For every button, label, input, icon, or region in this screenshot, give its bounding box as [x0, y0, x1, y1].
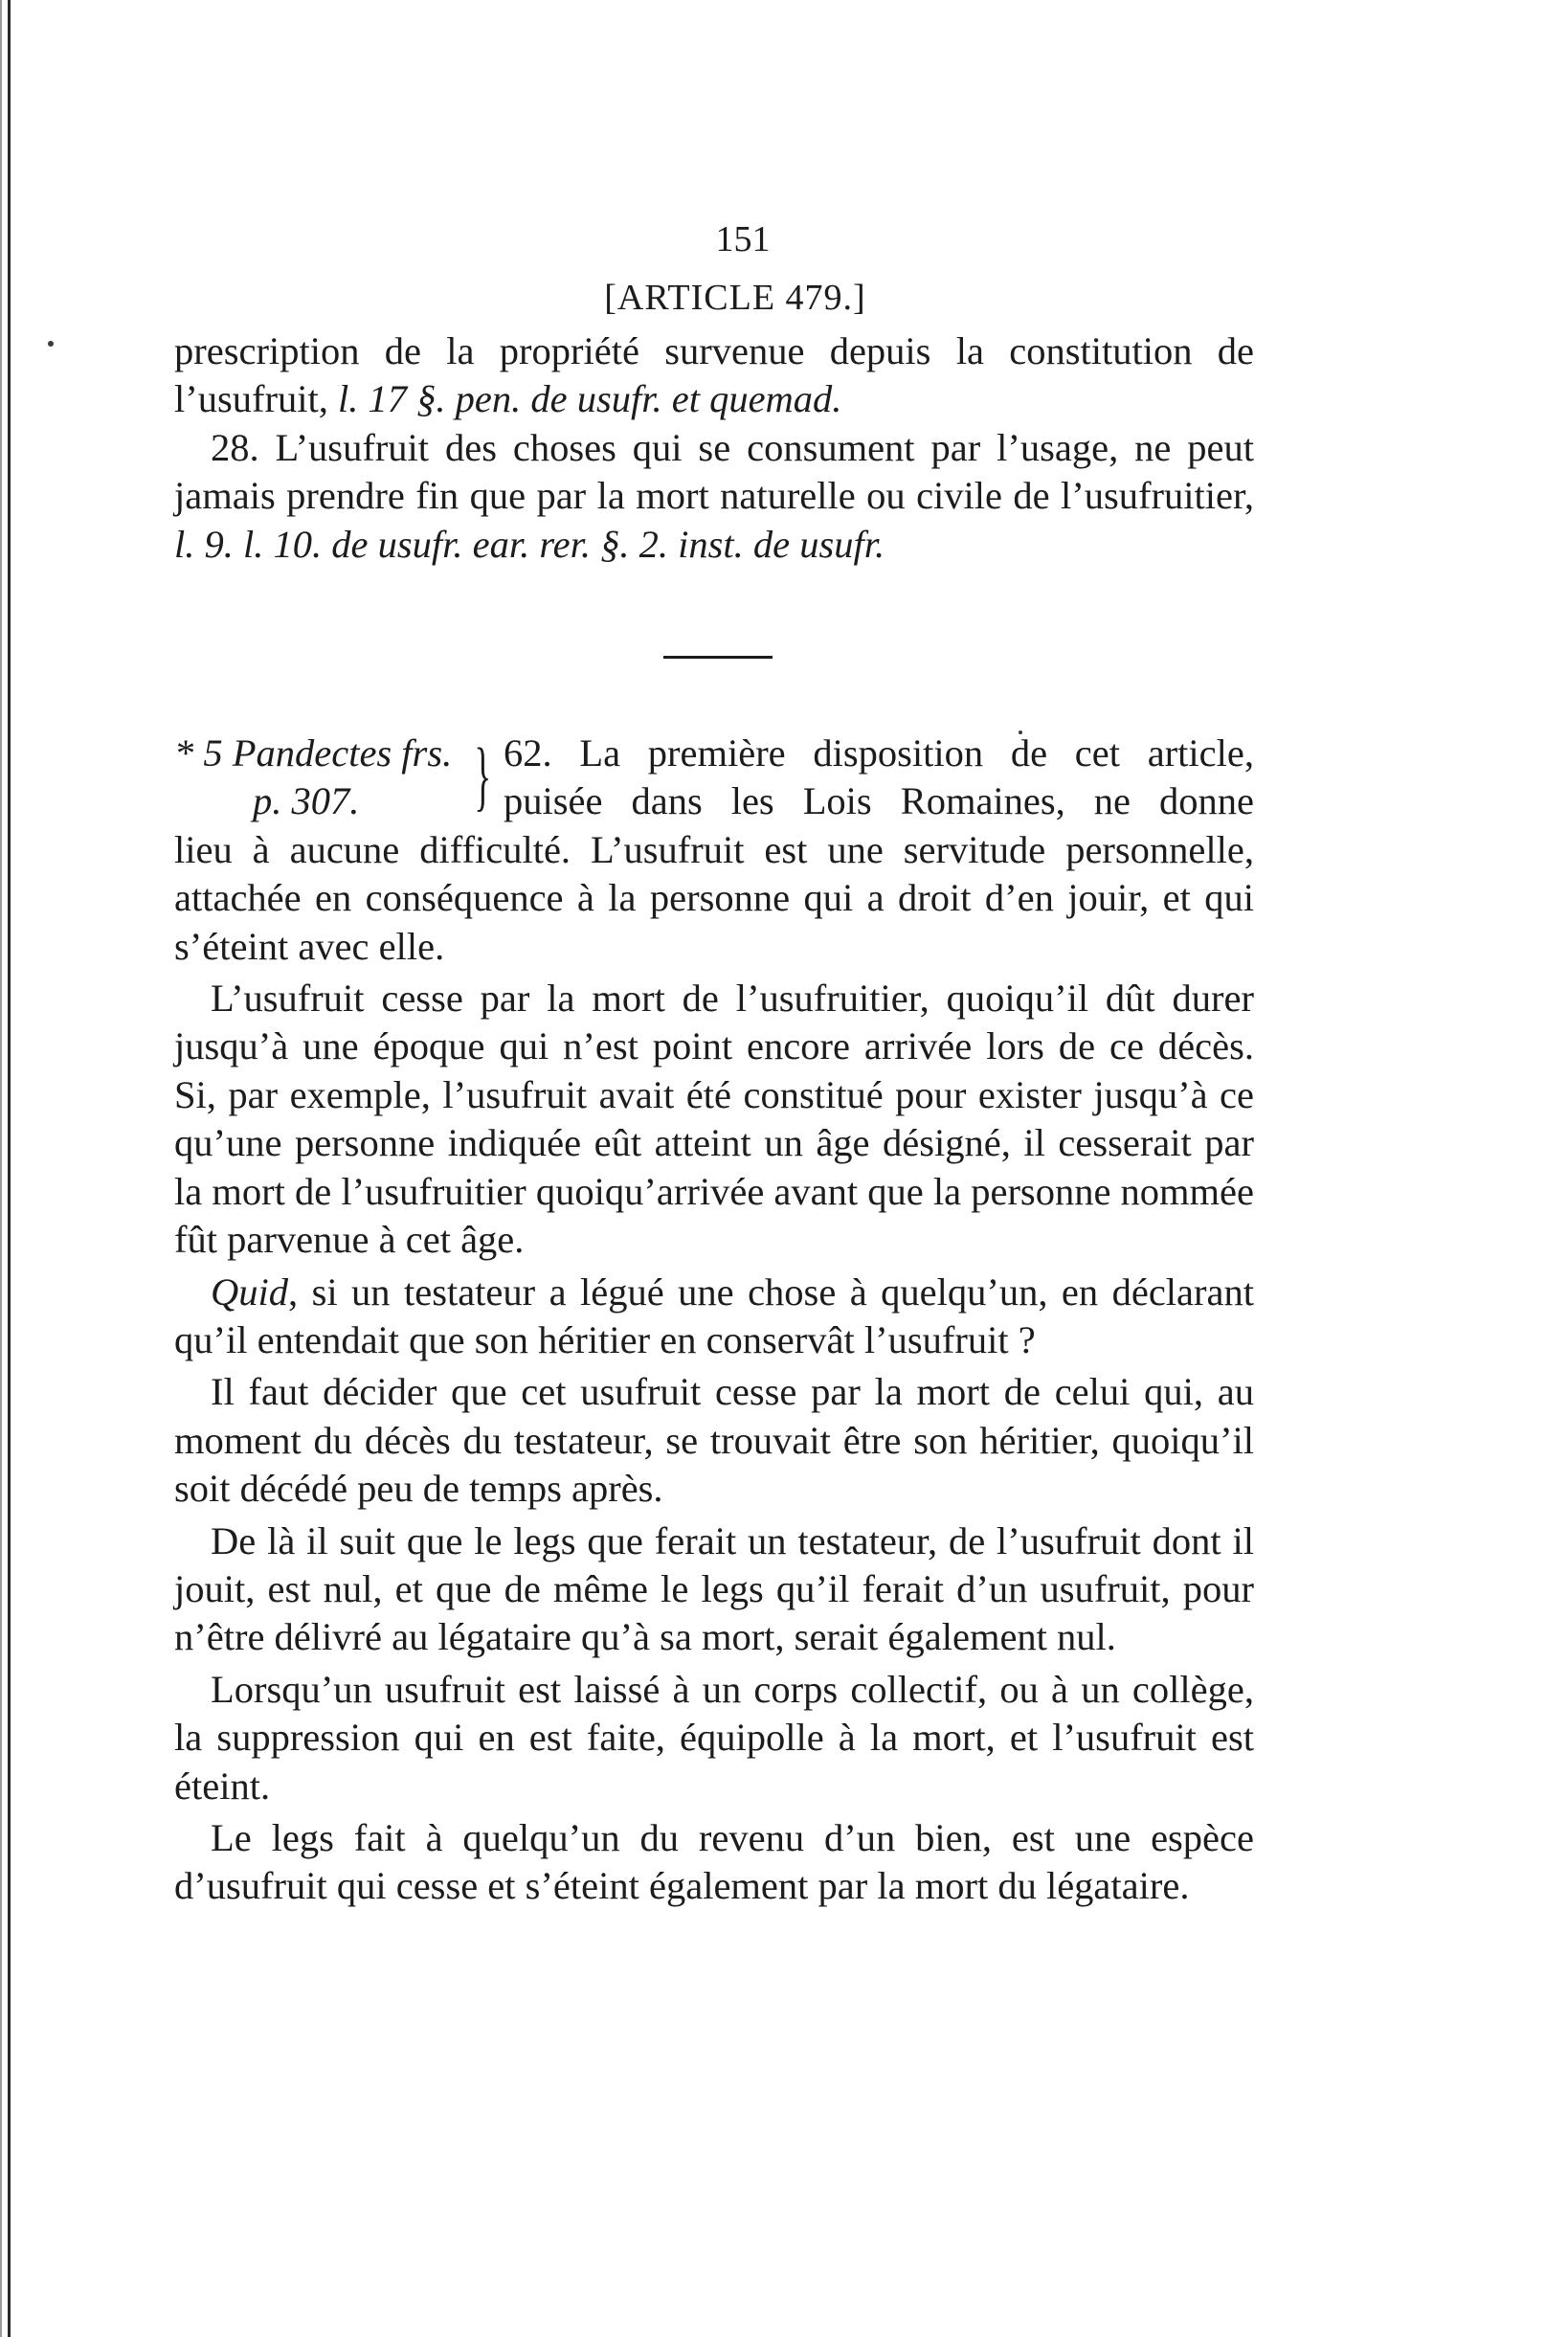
source-note-line-1: 62. La première disposition de cet article, [504, 731, 1254, 775]
page-edge-shadow [0, 0, 2, 2337]
section-divider [663, 656, 773, 659]
brace-icon: } [474, 731, 492, 820]
source-note [174, 730, 1254, 826]
article-28-text: 28. L’usufruit des choses qui se consument par l’usage, ne peut jamais prendre fin que par la mort naturelle ou civile de l’usufruitier, [174, 425, 1254, 518]
paragraph-legs-nul: De là il suit que le legs que ferait un testateur, de l’usufruit dont il jouit, est nul, et que de même le legs qu’il ferait d’un usufruit, pour n’être délivré au légataire qu’à sa mort, serait également nul. [174, 1518, 1254, 1659]
paper-speck [48, 341, 54, 347]
paragraph-corps-collectif: Lorsqu’un usufruit est laissé à un corps collectif, ou à un collège, la suppression qui en est faite, équipolle à la mort, et l’usufruit est éteint. [174, 1667, 1254, 1808]
opening-line-2-text: l’usufruit, [174, 377, 338, 421]
opening-citation: l. 17 §. pen. de usufr. et quemad. [337, 377, 842, 421]
opening-paragraph [174, 327, 1254, 424]
running-head: [ARTICLE 479.] [604, 278, 866, 318]
source-reference-page: p. 307. [253, 779, 360, 823]
opening-line-2 [174, 375, 1254, 423]
paragraph-quid [174, 1269, 1254, 1365]
opening-line-1: prescription de la propriété survenue depuis la constitution de [174, 329, 1254, 372]
article-28-citation: l. 9. l. 10. de usufr. ear. rer. §. 2. inst. de usufr. [174, 522, 885, 566]
page-edge-line [8, 0, 11, 2337]
paragraph-legs-revenu: Le legs fait à quelqu’un du revenu d’un bien, est une espèce d’usufruit qui cesse et s’éteint également par la mort du légataire. [174, 1815, 1254, 1908]
quid-word: Quid [211, 1270, 288, 1314]
source-reference [174, 730, 504, 826]
source-note-first-lines [504, 730, 1254, 826]
source-reference-title: * 5 Pandectes frs. [174, 731, 453, 775]
article-28-paragraph [174, 424, 1254, 569]
page-number: 151 [715, 219, 771, 259]
paragraph-decider: Il faut décider que cet usufruit cesse par la mort de celui qui, au moment du décès du testateur, se trouvait être son héritier, quoiqu’il soit décédé peu de temps après. [174, 1370, 1254, 1511]
source-note-continuation: lieu à aucune difficulté. L’usufruit est une servitude personnelle, attachée en conséquence à la personne qui a droit d’en jouir, et qui s’éteint avec elle. [174, 827, 1254, 968]
page-content [174, 218, 1254, 1911]
source-note-line-2: puisée dans les Lois Romaines, ne donne [504, 779, 1254, 823]
quid-text: , si un testateur a légué une chose à quelqu’un, en déclarant qu’il entendait que son héritier en conservât l’usufruit ? [174, 1270, 1254, 1361]
paragraph-usufruit-cesse: L’usufruit cesse par la mort de l’usufruitier, quoiqu’il dût durer jusqu’à une époque qui n’est point encore arrivée lors de ce décès. Si, par exemple, l’usufruit avait été constitué pour exister jusqu’à ce qu’une personne indiquée eût atteint un âge désigné, il cesserait par la mort de l’usufruitier quoiqu’arrivée avant que la personne nommée fût parvenue à cet âge. [174, 977, 1254, 1262]
